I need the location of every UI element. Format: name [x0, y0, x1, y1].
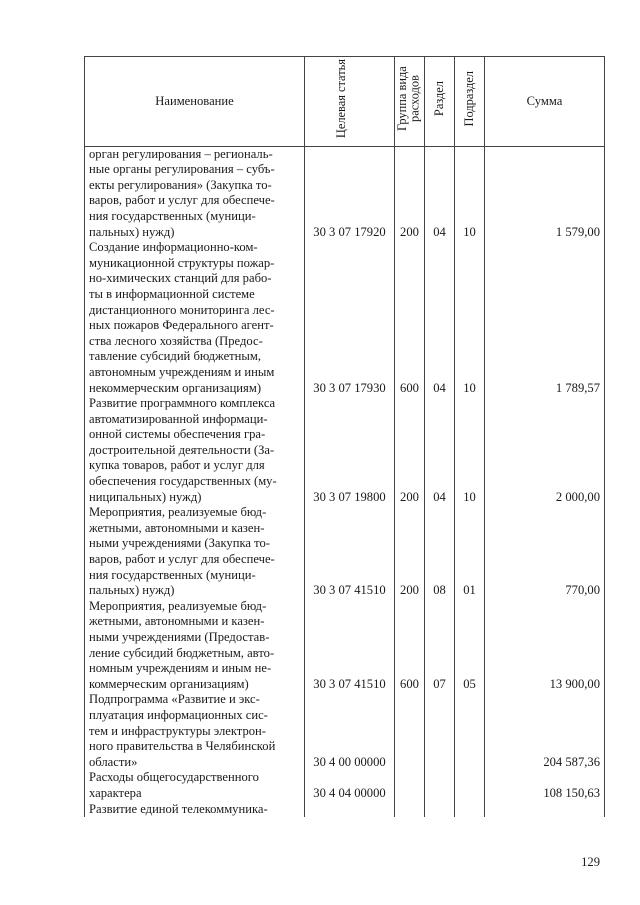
header-group: [395, 57, 425, 147]
table-row: [85, 505, 605, 599]
cell-section: 04: [425, 240, 455, 396]
name-line: номным учреждениям и иным не-: [89, 661, 272, 676]
name-line: плуатация информационных сис-: [89, 707, 268, 722]
header-target-label: Целевая статья: [333, 59, 348, 139]
name-line: ные органы регулирования – субъ-: [89, 162, 275, 177]
cell-subsection: [455, 802, 485, 818]
header-subsection-label: Подраздел: [462, 71, 477, 127]
name-line: пальных) нужд): [89, 224, 175, 239]
name-line: Подпрограмма «Развитие и экс-: [89, 692, 260, 707]
name-line: ния государственных (муници-: [89, 567, 256, 582]
cell-section: 08: [425, 505, 455, 599]
header-sum: Сумма: [485, 57, 605, 147]
name-line: купка товаров, работ и услуг для: [89, 458, 265, 473]
cell-name: [85, 692, 305, 770]
cell-target-code: 30 4 04 00000: [305, 770, 395, 801]
table-row: [85, 240, 605, 396]
name-line: характера: [89, 785, 142, 800]
cell-sum: [485, 802, 605, 818]
table-row: [85, 599, 605, 693]
cell-section: 07: [425, 599, 455, 693]
table-row: [85, 396, 605, 505]
cell-group: [395, 770, 425, 801]
cell-group: 600: [395, 240, 425, 396]
cell-subsection: 10: [455, 146, 485, 240]
name-line: ных пожаров Федерального агент-: [89, 318, 274, 333]
table-row: [85, 692, 605, 770]
cell-section: [425, 802, 455, 818]
name-line: Расходы общегосударственного: [89, 770, 259, 785]
cell-group: [395, 692, 425, 770]
cell-group: 600: [395, 599, 425, 693]
cell-target-code: 30 4 00 00000: [305, 692, 395, 770]
cell-name: [85, 396, 305, 505]
cell-name: [85, 802, 305, 818]
cell-name: [85, 240, 305, 396]
table-row: [85, 146, 605, 240]
name-line: автоматизированной информаци-: [89, 411, 268, 426]
header-name: Наименование: [85, 57, 305, 147]
cell-sum: 1 579,00: [485, 146, 605, 240]
name-line: тем и инфраструктуры электрон-: [89, 723, 266, 738]
name-line: ниципальных) нужд): [89, 489, 202, 504]
cell-target-code: 30 3 07 41510: [305, 505, 395, 599]
name-line: Создание информационно-ком-: [89, 240, 258, 255]
cell-section: 04: [425, 146, 455, 240]
cell-name: [85, 599, 305, 693]
name-line: муникационной структуры пожар-: [89, 255, 275, 270]
cell-section: [425, 770, 455, 801]
table-row: [85, 770, 605, 801]
cell-sum: 1 789,57: [485, 240, 605, 396]
name-line: обеспечения государственных (му-: [89, 474, 277, 489]
cell-sum: 770,00: [485, 505, 605, 599]
name-line: коммерческим организациям): [89, 676, 249, 691]
name-line: ты в информационной системе: [89, 286, 255, 301]
name-line: жетными, автономными и казен-: [89, 614, 265, 629]
name-line: Развитие программного комплекса: [89, 396, 276, 411]
name-line: ства лесного хозяйства (Предос-: [89, 333, 263, 348]
name-line: дистанционного мониторинга лес-: [89, 302, 275, 317]
cell-name: [85, 146, 305, 240]
cell-sum: 204 587,36: [485, 692, 605, 770]
cell-subsection: 01: [455, 505, 485, 599]
cell-group: 200: [395, 146, 425, 240]
name-line: варов, работ и услуг для обеспече-: [89, 552, 275, 567]
header-group-label: Группа вида расходов: [394, 66, 421, 132]
name-line: ния государственных (муници-: [89, 208, 256, 223]
name-line: тавление субсидий бюджетным,: [89, 349, 261, 364]
cell-target-code: 30 3 07 17920: [305, 146, 395, 240]
cell-target-code: 30 3 07 19800: [305, 396, 395, 505]
name-line: екты регулирования» (Закупка то-: [89, 177, 272, 192]
cell-subsection: 05: [455, 599, 485, 693]
name-line: ными учреждениями (Закупка то-: [89, 536, 270, 551]
cell-sum: 13 900,00: [485, 599, 605, 693]
name-line: некоммерческим организациям): [89, 380, 262, 395]
cell-name: [85, 770, 305, 801]
header-subsection: [455, 57, 485, 147]
cell-sum: 2 000,00: [485, 396, 605, 505]
table-body: [85, 146, 605, 817]
name-line: Мероприятия, реализуемые бюд-: [89, 505, 267, 520]
name-line: области»: [89, 754, 138, 769]
cell-target-code: [305, 802, 395, 818]
cell-section: [425, 692, 455, 770]
cell-subsection: [455, 692, 485, 770]
name-line: пальных) нужд): [89, 583, 175, 598]
table-row: [85, 802, 605, 818]
table-header-row: [85, 57, 605, 147]
name-line: ными учреждениями (Предостав-: [89, 630, 270, 644]
name-line: достроительной деятельности (За-: [89, 442, 275, 457]
cell-target-code: 30 3 07 17930: [305, 240, 395, 396]
name-line: Мероприятия, реализуемые бюд-: [89, 598, 267, 613]
cell-group: 200: [395, 396, 425, 505]
budget-table: [84, 56, 605, 817]
cell-target-code: 30 3 07 41510: [305, 599, 395, 693]
name-line: орган регулирования – региональ-: [89, 146, 273, 161]
cell-section: 04: [425, 396, 455, 505]
header-section: [425, 57, 455, 147]
name-line: ление субсидий бюджетным, авто-: [89, 645, 275, 660]
page-number: 129: [581, 855, 600, 869]
cell-group: [395, 802, 425, 818]
name-line: автономным учреждениям и иным: [89, 364, 275, 379]
name-line: варов, работ и услуг для обеспече-: [89, 193, 275, 208]
cell-subsection: [455, 770, 485, 801]
name-line: но-химических станций для рабо-: [89, 271, 272, 286]
cell-group: 200: [395, 505, 425, 599]
name-line: ного правительства в Челябинской: [89, 739, 276, 754]
name-line: онной системы обеспечения гра-: [89, 427, 266, 442]
cell-subsection: 10: [455, 240, 485, 396]
header-target: [305, 57, 395, 147]
cell-name: [85, 505, 305, 599]
cell-sum: 108 150,63: [485, 770, 605, 801]
cell-subsection: 10: [455, 396, 485, 505]
name-line: жетными, автономными и казен-: [89, 520, 265, 535]
header-section-label: Раздел: [432, 81, 447, 117]
name-line: Развитие единой телекоммуника-: [89, 801, 268, 816]
